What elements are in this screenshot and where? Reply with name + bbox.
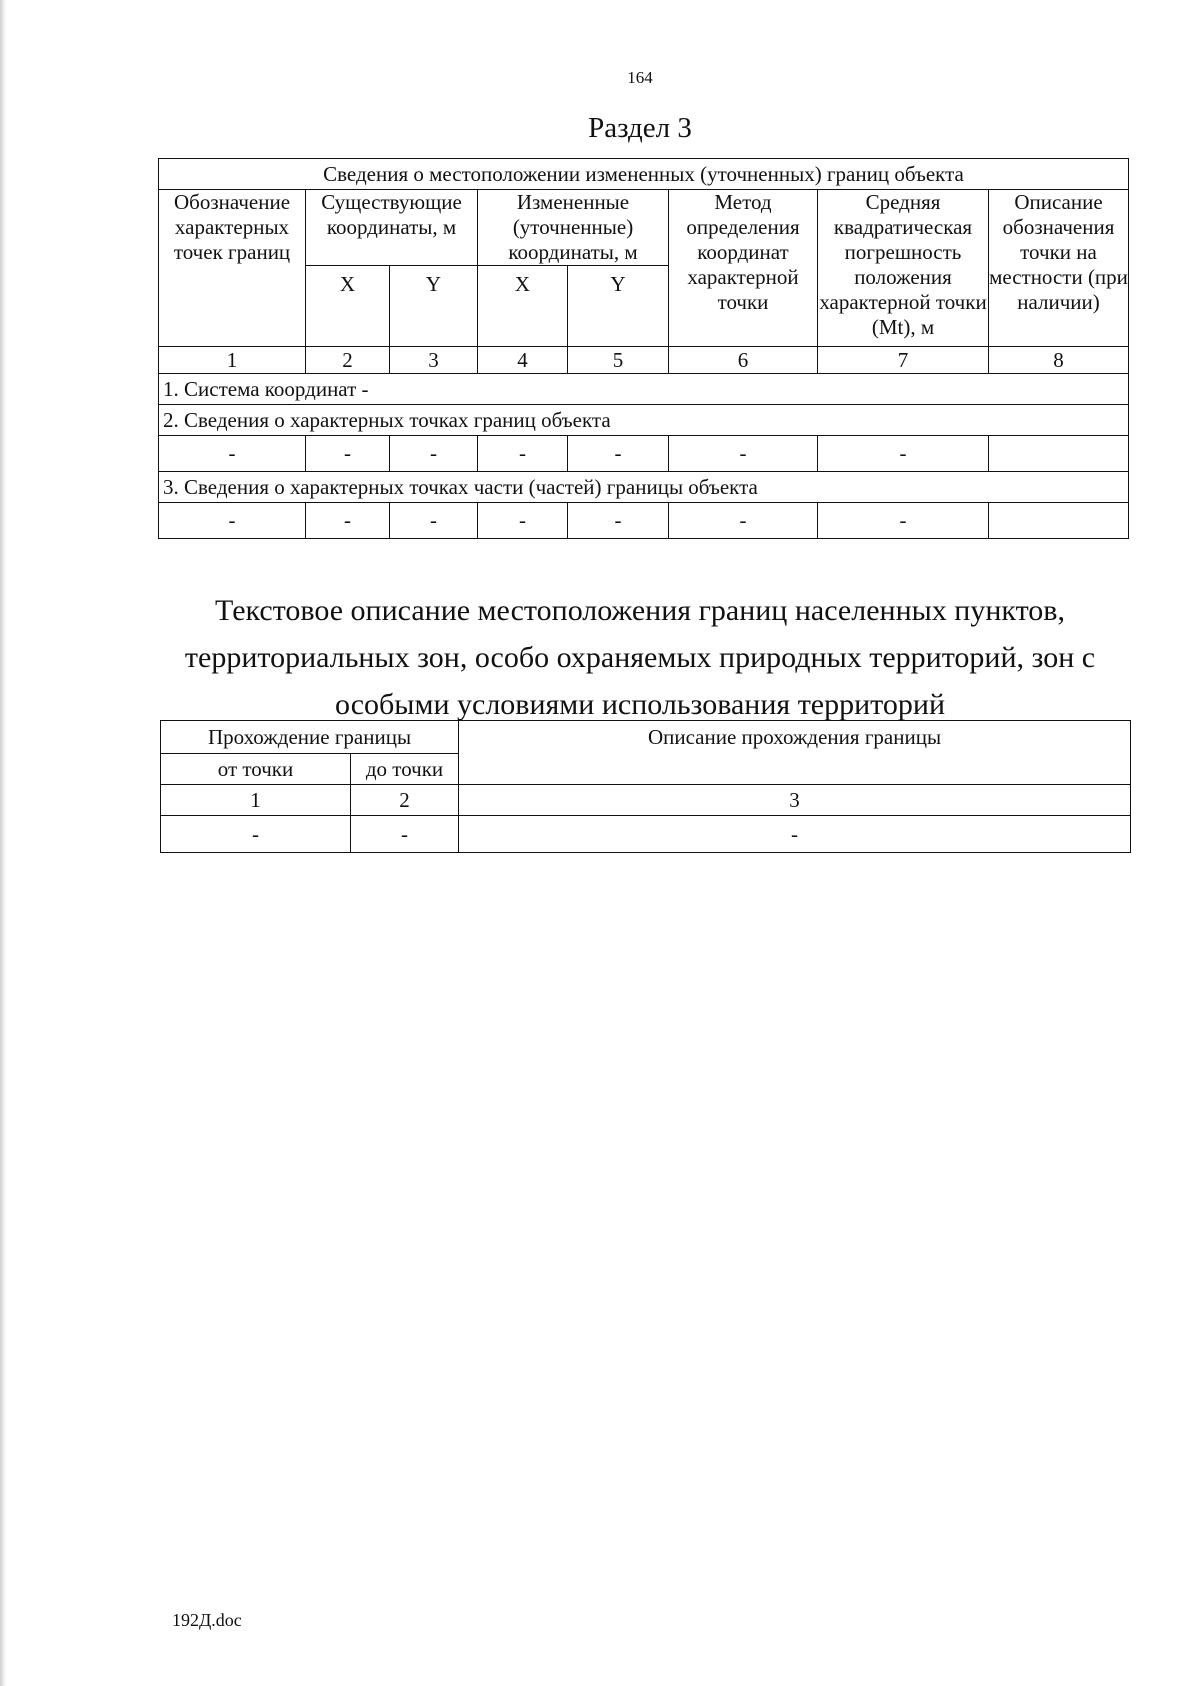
table-cell: - bbox=[568, 436, 669, 472]
page-number: 164 bbox=[627, 68, 653, 87]
header-error: Средняя квадратическая погрешность положения характерной точки (Mt), м bbox=[818, 190, 989, 347]
table-cell: - bbox=[459, 816, 1131, 853]
table-cell: - bbox=[818, 503, 989, 539]
table-cell: - bbox=[568, 503, 669, 539]
boundary-points-table bbox=[158, 158, 1129, 539]
column-number: 1 bbox=[159, 347, 306, 374]
header-changed-coords: Измененные (уточненные) координаты, м bbox=[478, 190, 669, 266]
column-number: 6 bbox=[669, 347, 818, 374]
table-cell: - bbox=[159, 436, 306, 472]
table-cell: - bbox=[161, 816, 351, 853]
table-caption: Сведения о местоположении измененных (уточненных) границ объекта bbox=[159, 159, 1129, 190]
table-cell: - bbox=[818, 436, 989, 472]
table-row bbox=[159, 503, 1129, 539]
column-number: 4 bbox=[478, 347, 568, 374]
table-cell: - bbox=[306, 503, 390, 539]
column-number: 2 bbox=[306, 347, 390, 374]
footer-file-name: 192Д.doc bbox=[172, 1610, 242, 1630]
table-cell: - bbox=[390, 503, 478, 539]
scan-edge bbox=[0, 0, 7, 1686]
row-coordinate-system: 1. Система координат - bbox=[159, 374, 1129, 405]
boundary-passage-table bbox=[160, 720, 1131, 853]
table-cell: - bbox=[669, 436, 818, 472]
row-boundary-parts: 3. Сведения о характерных точках части (частей) границы объекта bbox=[159, 472, 1129, 503]
table-cell: - bbox=[159, 503, 306, 539]
table-cell: - bbox=[306, 436, 390, 472]
header-existing-coords: Существующие координаты, м bbox=[306, 190, 478, 266]
column-number: 8 bbox=[989, 347, 1129, 374]
table-cell: - bbox=[351, 816, 459, 853]
table-cell bbox=[989, 436, 1129, 472]
table-cell: - bbox=[478, 436, 568, 472]
text-description-heading: Текстовое описание местоположения границ населенных пунктов, территориальных зон, особо охраняемых природных территорий, зон с особыми условиями использования территорий bbox=[184, 594, 1096, 721]
column-number: 3 bbox=[390, 347, 478, 374]
header-description: Описание обозначения точки на местности (при наличии) bbox=[989, 190, 1129, 347]
header-designation: Обозначение характерных точек границ bbox=[159, 190, 306, 347]
header-passage: Прохождение границы bbox=[161, 721, 459, 754]
column-number: 7 bbox=[818, 347, 989, 374]
table-row bbox=[161, 816, 1131, 853]
table-cell bbox=[989, 503, 1129, 539]
header-to-point: до точки bbox=[351, 754, 459, 785]
header-y-changed: Y bbox=[568, 266, 669, 347]
header-passage-description: Описание прохождения границы bbox=[459, 721, 1131, 785]
column-number: 5 bbox=[568, 347, 669, 374]
header-from-point: от точки bbox=[161, 754, 351, 785]
section-title: Раздел 3 bbox=[588, 112, 692, 144]
row-boundary-points: 2. Сведения о характерных точках границ объекта bbox=[159, 405, 1129, 436]
header-y-existing: Y bbox=[390, 266, 478, 347]
table-cell: - bbox=[669, 503, 818, 539]
table-row bbox=[159, 436, 1129, 472]
column-numbers-row bbox=[159, 347, 1129, 374]
column-number: 2 bbox=[351, 785, 459, 816]
column-numbers-row bbox=[161, 785, 1131, 816]
header-method: Метод определения координат характерной точки bbox=[669, 190, 818, 347]
header-x-changed: X bbox=[478, 266, 568, 347]
table-cell: - bbox=[478, 503, 568, 539]
column-number: 1 bbox=[161, 785, 351, 816]
column-number: 3 bbox=[459, 785, 1131, 816]
header-x-existing: X bbox=[306, 266, 390, 347]
table-cell: - bbox=[390, 436, 478, 472]
